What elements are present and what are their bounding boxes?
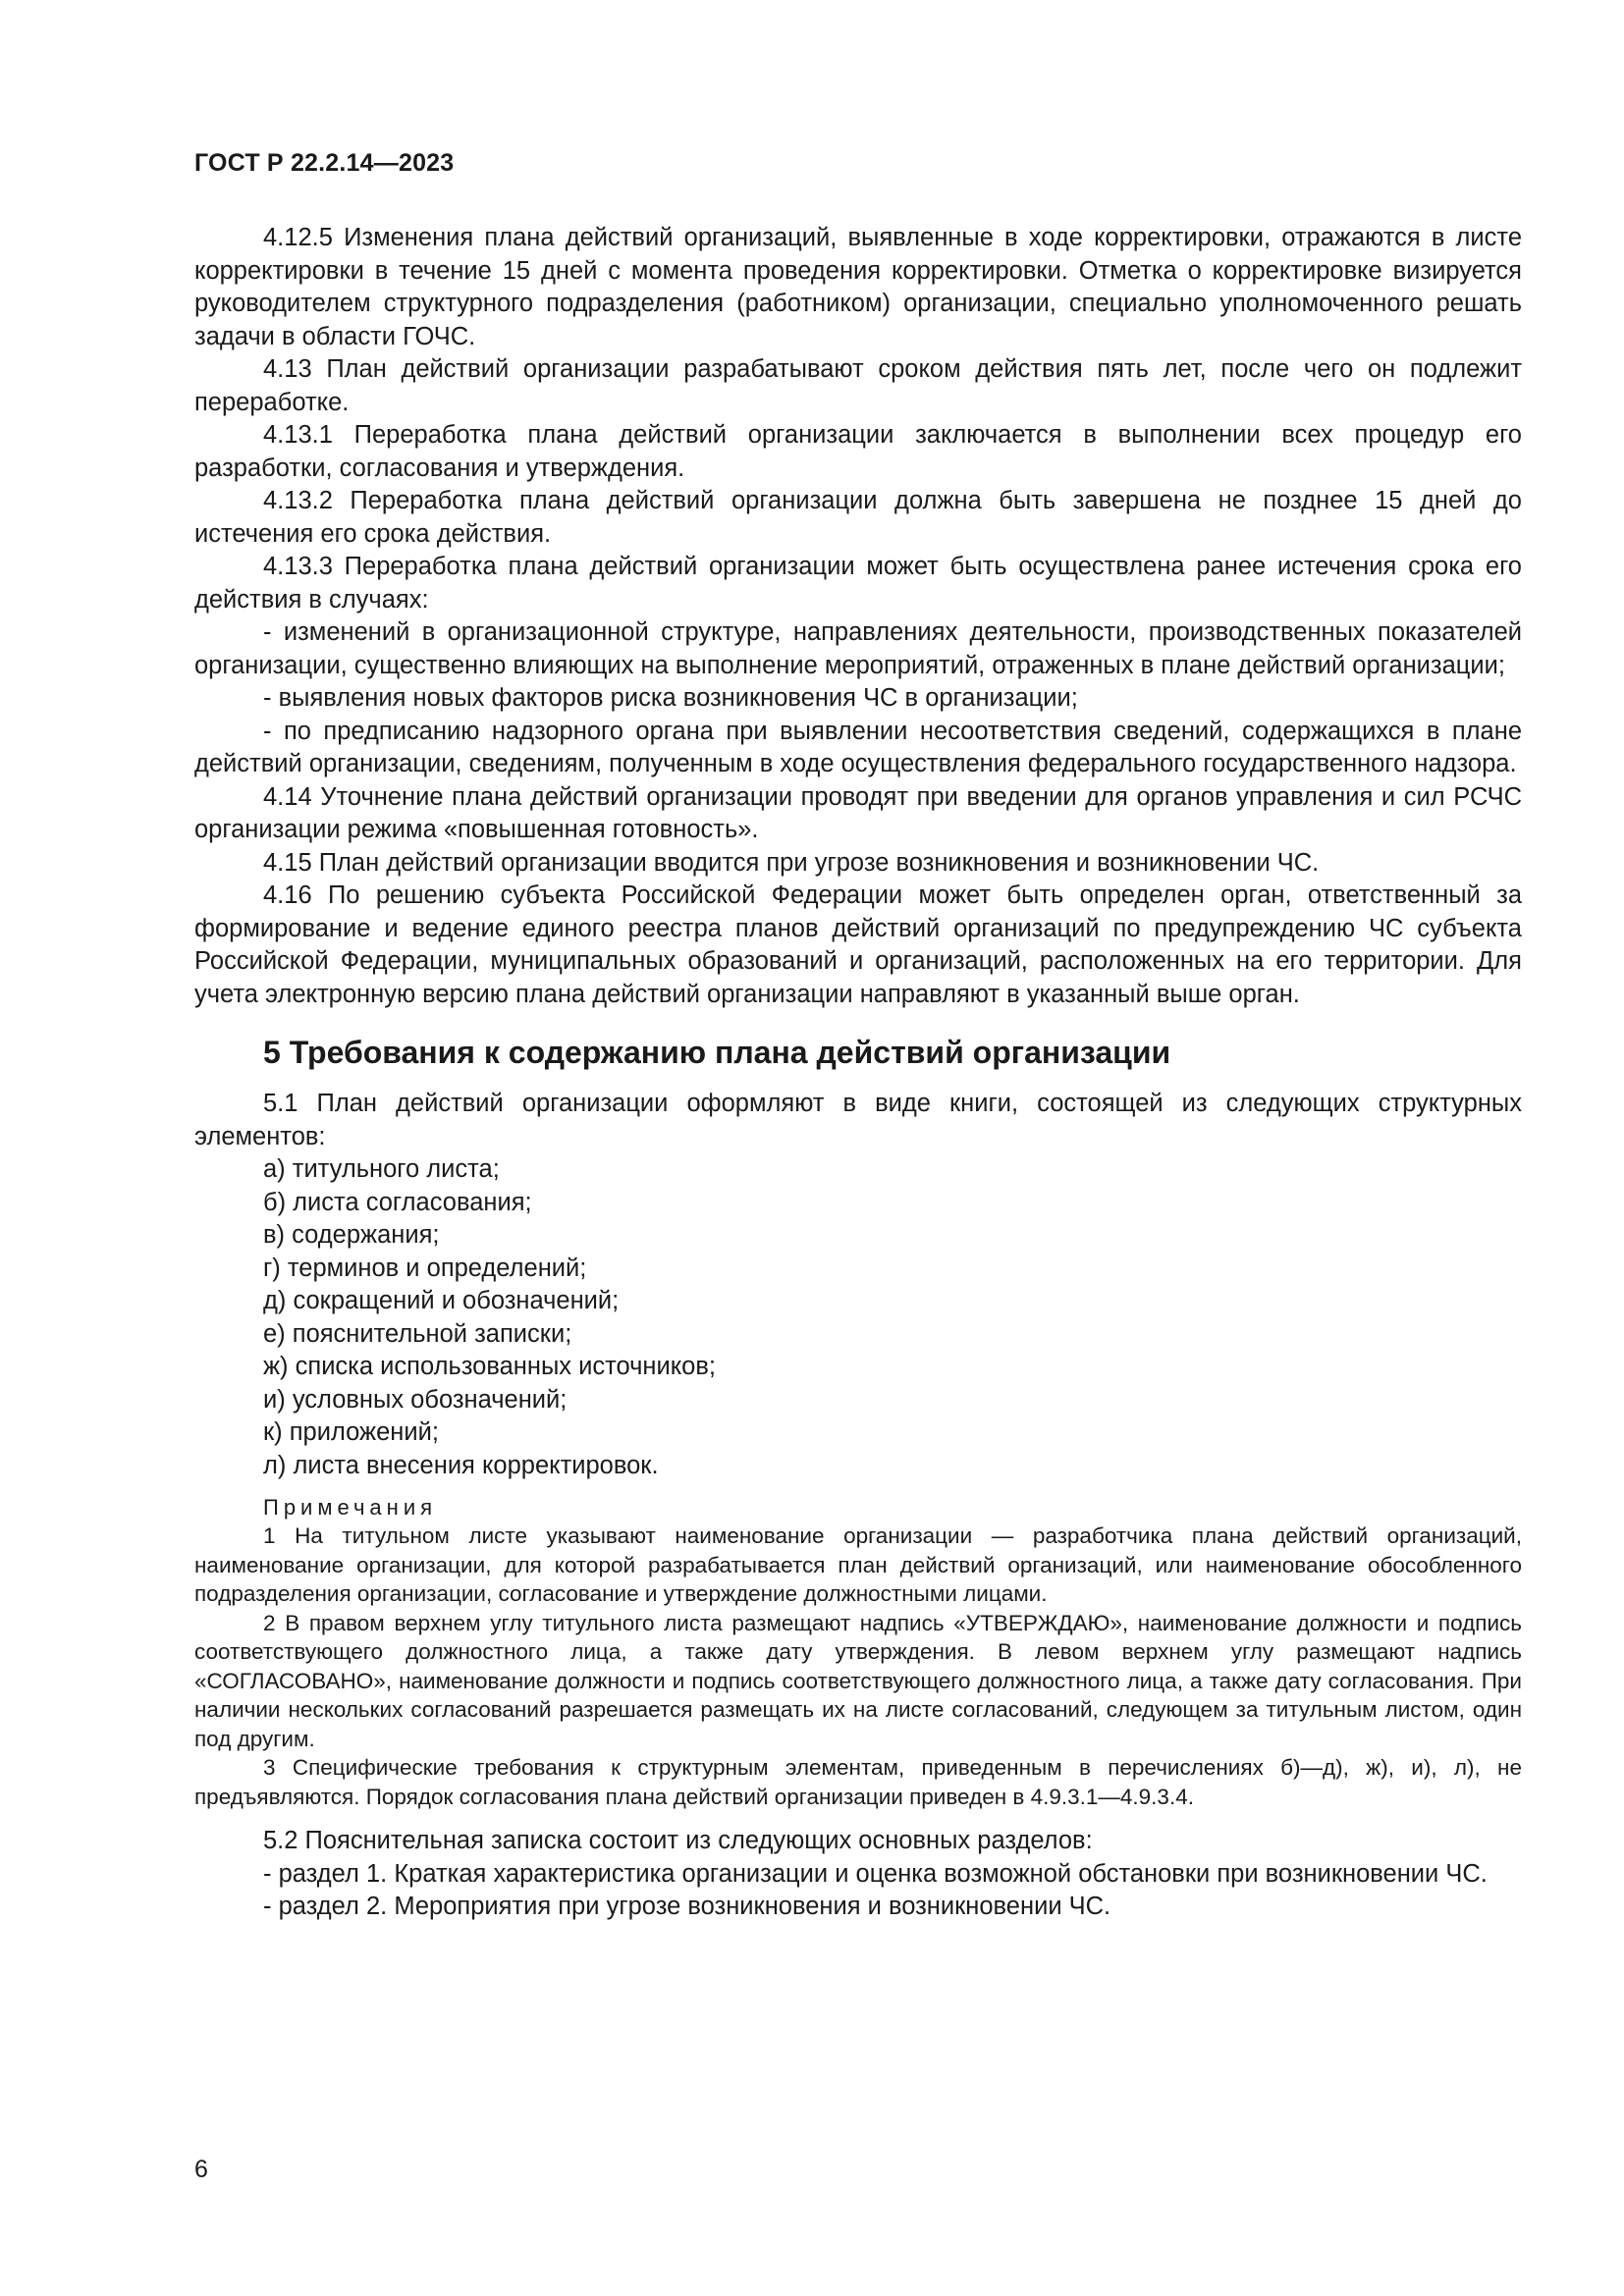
paragraph-4-13: 4.13 План действий организации разрабатывают сроком действия пять лет, после чего он подлежит переработке. [194,355,1522,416]
section-5-title: 5 Требования к содержанию плана действий организации [263,1035,1171,1070]
paragraph-4-15: 4.15 План действий организации вводится при угрозе возникновения и возникновении ЧС. [263,848,1320,877]
spacer [194,1811,1522,1825]
document-header: ГОСТ Р 22.2.14—2023 [194,149,455,177]
list-item: и) условных обозначений; [263,1385,568,1414]
list-item: - по предписанию надзорного органа при выявлении несоответствия сведений, содержащихся в плане действий организации, сведениям, полученным в ходе осуществления федерального государственного надзора. [194,717,1522,777]
note-2: 2 В правом верхнем углу титульного листа размещают надпись «УТВЕРЖДАЮ», наименование должности и подпись соответствующего должностного лица, а также дату утверждения. В левом верхнем углу размещают надпись «СОГЛАСОВАНО», наименование должности и подпись соответствующего должностного лица, а также дату согласования. При наличии нескольких согласований разрешается размещать их на листе согласований, следующем за титульным листом, один под другим. [194,1610,1522,1751]
notes-heading: Примечания [263,1495,438,1520]
note-3: 3 Специфические требования к структурным элементам, приведенным в перечислениях б)—д), ж), и), л), не предъявляются. Порядок согласования плана действий организации приведен в 4.9.3.1—4.9.3.4. [194,1755,1522,1809]
list-item: в) содержания; [263,1221,440,1249]
list-item: - выявления новых факторов риска возникновения ЧС в организации; [263,684,1078,712]
list-item: - изменений в организационной структуре, направлениях деятельности, производственных показателей организации, существенно влияющих на выполнение мероприятий, отраженных в плане действий организации; [194,618,1522,679]
list-item: - раздел 2. Мероприятия при угрозе возникновения и возникновении ЧС. [263,1893,1111,1920]
list-item: к) приложений; [263,1418,439,1446]
list-item: л) листа внесения корректировок. [263,1451,659,1479]
document-body [194,222,1522,1924]
note-1: 1 На титульном листе указывают наименование организации — разработчика плана действий организаций, наименование организации, для которой разрабатывается план действий организаций, или наименование обособленного подразделения организации, согласование и утверждение должностными лицами. [194,1523,1522,1606]
list-item: а) титульного листа; [263,1155,500,1183]
paragraph-4-13-1: 4.13.1 Переработка плана действий организации заключается в выполнении всех процедур его разработки, согласования и утверждения. [194,421,1522,482]
list-item: - раздел 1. Краткая характеристика организации и оценка возможной обстановки при возникновении ЧС. [263,1859,1488,1888]
paragraph-4-14: 4.14 Уточнение плана действий организации проводят при введении для органов управления и сил РСЧС организации режима «повышенная готовность». [194,782,1522,843]
paragraph-4-13-3: 4.13.3 Переработка плана действий организации может быть осуществлена ранее истечения срока его действия в случаях: [194,553,1522,614]
list-item: г) терминов и определений; [263,1254,587,1282]
list-item: б) листа согласования; [263,1188,532,1216]
list-item: е) пояснительной записки; [263,1319,572,1348]
page-number: 6 [194,2156,208,2183]
paragraph-5-2: 5.2 Пояснительная записка состоит из следующих основных разделов: [263,1827,1093,1854]
paragraph-4-12-5: 4.12.5 Изменения плана действий организаций, выявленные в ходе корректировки, отражаются в листе корректировки в течение 15 дней с момента проведения корректировки. Отметка о корректировке визируется руководителем структурного подразделения (работником) организации, специально уполномоченного решать задачи в области ГОЧС. [194,224,1522,350]
paragraph-5-1: 5.1 План действий организации оформляют в виде книги, состоящей из следующих структурных элементов: [194,1090,1522,1150]
list-item: ж) списка использованных источников; [263,1353,716,1380]
paragraph-4-16: 4.16 По решению субъекта Российской Федерации может быть определен орган, ответственный за формирование и ведение единого реестра планов действий организаций по предупреждению ЧС субъекта Российской Федерации, муниципальных образований и организаций, расположенных на его территории. Для учета электронную версию плана действий организации направляют в указанный выше орган. [194,881,1522,1008]
list-item: д) сокращений и обозначений; [263,1287,620,1314]
paragraph-4-13-2: 4.13.2 Переработка плана действий организации должна быть завершена не позднее 15 дней до истечения его срока действия. [194,487,1522,548]
